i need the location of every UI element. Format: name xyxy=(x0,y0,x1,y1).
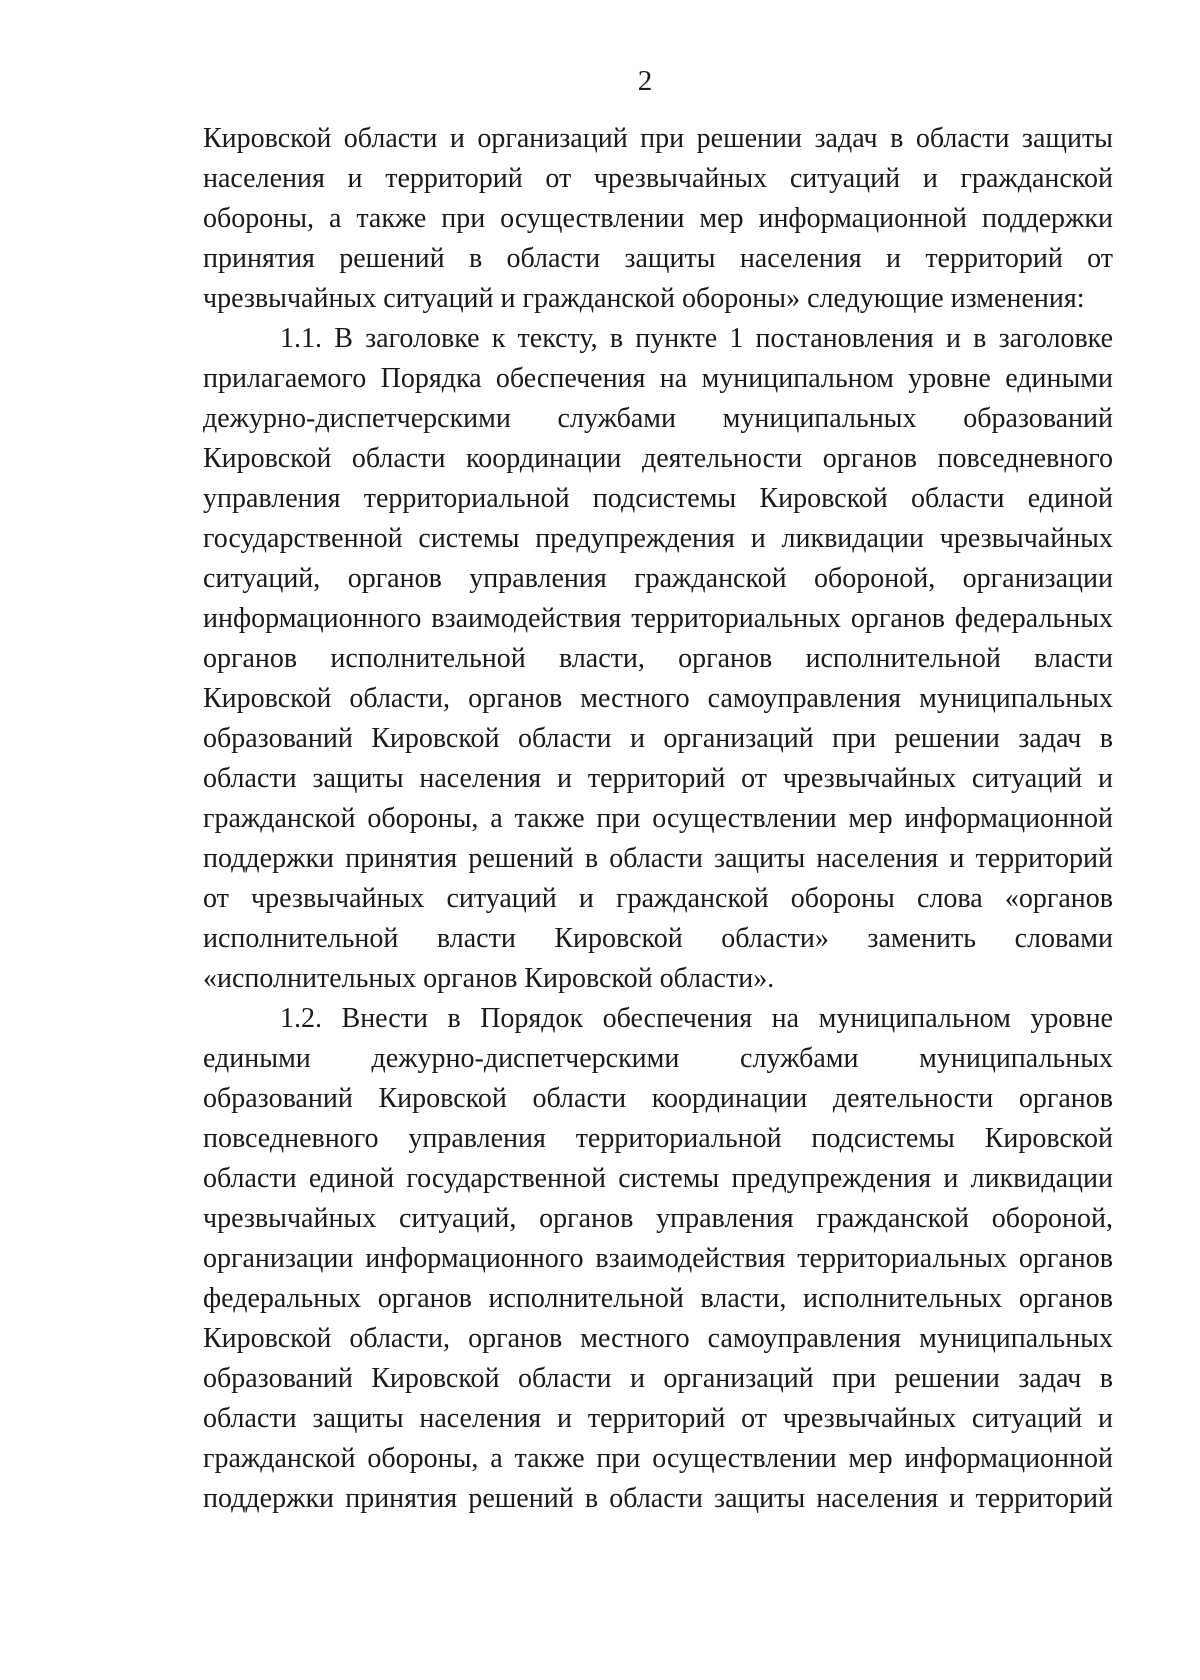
text-line: образований Кировской области и организаций при решении задач в xyxy=(203,723,1113,754)
text-line: информационного взаимодействия территориальных органов федеральных xyxy=(203,603,1113,634)
text-line: Кировской области, органов местного самоуправления муниципальных xyxy=(203,1323,1113,1354)
text-line: едиными дежурно-диспетчерскими службами муниципальных xyxy=(203,1043,1113,1074)
text-line: повседневного управления территориальной подсистемы Кировской xyxy=(203,1123,1113,1154)
text-line: дежурно-диспетчерскими службами муниципальных образований xyxy=(203,403,1113,434)
text-line: поддержки принятия решений в области защиты населения и территорий xyxy=(203,843,1113,874)
text-line: гражданской обороны, а также при осуществлении мер информационной xyxy=(203,1443,1113,1474)
text-line: управления территориальной подсистемы Кировской области единой xyxy=(203,483,1113,514)
text-line: области защиты населения и территорий от чрезвычайных ситуаций и xyxy=(203,1403,1113,1434)
text-line: гражданской обороны, а также при осуществлении мер информационной xyxy=(203,803,1113,834)
text-line: образований Кировской области координации деятельности органов xyxy=(203,1083,1113,1114)
text-line: Кировской области, органов местного самоуправления муниципальных xyxy=(203,683,1113,714)
text-line: исполнительной власти Кировской области» заменить словами xyxy=(203,923,1113,954)
text-line: «исполнительных органов Кировской области». xyxy=(203,963,775,994)
text-line: обороны, а также при осуществлении мер информационной поддержки xyxy=(203,203,1113,234)
text-line: федеральных органов исполнительной власти, исполнительных органов xyxy=(203,1283,1113,1314)
paragraph-first-line: 1.2. Внести в Порядок обеспечения на муниципальном уровне xyxy=(280,1003,1113,1034)
text-line: чрезвычайных ситуаций и гражданской обороны» следующие изменения: xyxy=(203,283,1085,314)
text-line: области защиты населения и территорий от чрезвычайных ситуаций и xyxy=(203,763,1113,794)
text-line: населения и территорий от чрезвычайных ситуаций и гражданской xyxy=(203,163,1113,194)
text-line: прилагаемого Порядка обеспечения на муниципальном уровне едиными xyxy=(203,363,1113,394)
text-line: Кировской области и организаций при решении задач в области защиты xyxy=(203,123,1113,154)
text-line: организации информационного взаимодействия территориальных органов xyxy=(203,1243,1113,1274)
text-line: государственной системы предупреждения и ликвидации чрезвычайных xyxy=(203,523,1113,554)
paragraph-first-line: 1.1. В заголовке к тексту, в пункте 1 постановления и в заголовке xyxy=(280,323,1113,354)
text-line: образований Кировской области и организаций при решении задач в xyxy=(203,1363,1113,1394)
text-line: поддержки принятия решений в области защиты населения и территорий xyxy=(203,1483,1113,1514)
page-number: 2 xyxy=(637,65,653,97)
text-line: от чрезвычайных ситуаций и гражданской обороны слова «органов xyxy=(203,883,1113,914)
text-line: чрезвычайных ситуаций, органов управления гражданской обороной, xyxy=(203,1203,1113,1234)
text-line: ситуаций, органов управления гражданской обороной, организации xyxy=(203,563,1113,594)
text-line: принятия решений в области защиты населения и территорий от xyxy=(203,243,1113,274)
text-line: области единой государственной системы предупреждения и ликвидации xyxy=(203,1163,1113,1194)
text-line: Кировской области координации деятельности органов повседневного xyxy=(203,443,1113,474)
text-line: органов исполнительной власти, органов исполнительной власти xyxy=(203,643,1113,674)
